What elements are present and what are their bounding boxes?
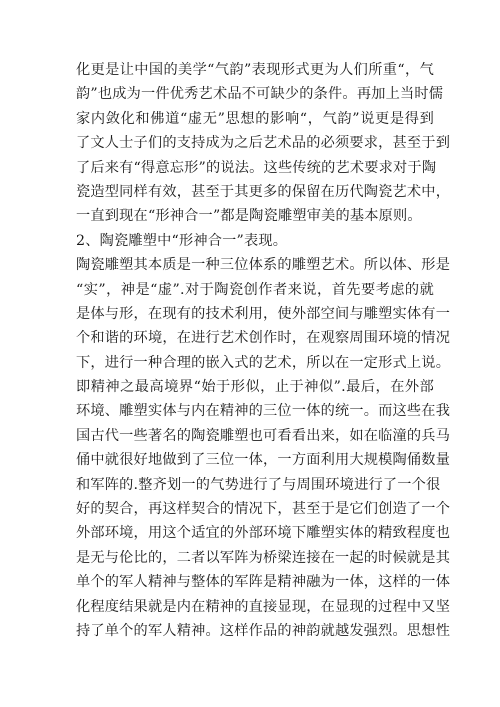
text-line-3: 家内敛化和佛道“虚无”思想的影响“，气韵”说更是得到: [76, 110, 434, 127]
text-line-2: 韵”也成为一件优秀艺术品不可缺少的条件。再加上当时儒: [76, 86, 444, 103]
text-line-17: 俑中就很好地做到了三位一体，一方面利用大规模陶俑数量: [76, 452, 451, 469]
section-heading: 2、陶瓷雕塑中“形神合一”表现。: [76, 232, 288, 249]
text-line-10: “实”，神是“虚”.对于陶瓷创作者来说，首先要考虑的就: [76, 281, 434, 298]
text-line-11: 是体与形，在现有的技术利用，使外部空间与雕塑实体有一: [76, 305, 451, 322]
text-line-7: 一直到现在“形神合一”都是陶瓷雕塑审美的基本原则。: [76, 208, 422, 225]
text-line-18: 和军阵的.整齐划一的气势进行了与周围环境进行了一个很: [76, 476, 441, 493]
text-line-24: 持了单个的军人精神。这样作品的神韵就越发强烈。思想性: [76, 622, 451, 639]
text-line-23: 化程度结果就是内在精神的直接显现，在显现的过程中又坚: [76, 598, 451, 615]
text-line-20: 外部环境，用这个适宜的外部环境下雕塑实体的精致程度也: [76, 525, 451, 542]
text-line-21: 是无与伦比的，二者以军阵为桥梁连接在一起的时候就是其: [76, 549, 451, 566]
text-line-6: 瓷造型同样有效，甚至于其更多的保留在历代陶瓷艺术中，: [76, 183, 451, 200]
text-line-13: 下，进行一种合理的嵌入式的艺术，所以在一定形式上说。: [76, 354, 451, 371]
text-line-9: 陶瓷雕塑其本质是一种三位体系的雕塑艺术。所以体、形是: [76, 257, 451, 274]
text-line-16: 国古代一些著名的陶瓷雕塑也可看看出来，如在临潼的兵马: [76, 427, 451, 444]
text-line-12: 个和谐的环境，在进行艺术创作时，在观察周围环境的情况: [76, 330, 451, 347]
text-line-15: 环境、雕塑实体与内在精神的三位一体的统一。而这些在我: [76, 403, 451, 420]
text-line-14: 即精神之最高境界“始于形似，止于神似”.最后，在外部: [76, 379, 434, 396]
text-line-19: 好的契合，再这样契合的情况下，甚至于是它们创造了一个: [76, 501, 451, 518]
text-line-4: 了文人士子们的支持成为之后艺术品的必须要求，甚至于到: [76, 135, 451, 152]
text-line-22: 单个的军人精神与整体的军阵是精神融为一体，这样的一体: [76, 574, 451, 591]
text-line-1: 化更是让中国的美学“气韵”表现形式更为人们所重“，气: [76, 62, 434, 78]
text-line-5: 了后来有“得意忘形”的说法。这些传统的艺术要求对于陶: [76, 159, 437, 176]
document-page: [76, 58, 451, 643]
